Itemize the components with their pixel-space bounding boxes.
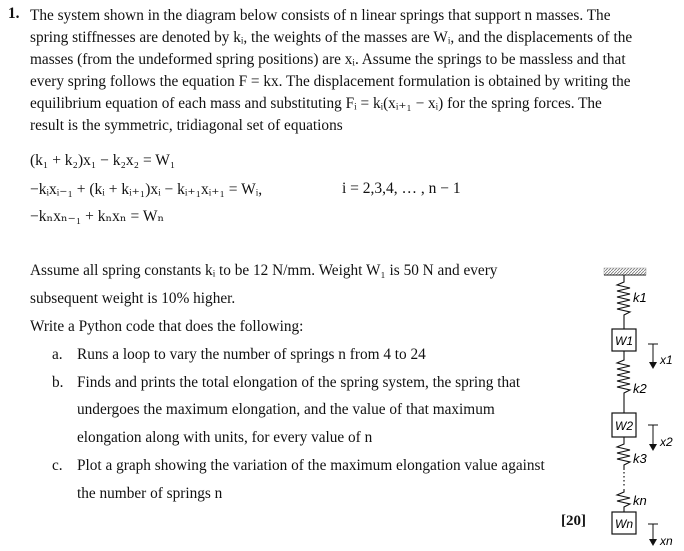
- spring-label-kn: kn: [633, 493, 647, 508]
- task-label-a: a.: [52, 346, 63, 363]
- arrowhead-n-icon: [649, 539, 657, 546]
- spring-n-icon: [617, 489, 630, 512]
- marks-badge: [20]: [561, 513, 586, 529]
- equation-index-range: i = 2,3,4, … , n − 1: [342, 180, 461, 197]
- arrowhead-1-icon: [649, 362, 657, 369]
- intro-line: equilibrium equation of each mass and substituting Fᵢ = kᵢ(xᵢ₊₁ − xᵢ) for the spring forces. The: [30, 95, 602, 112]
- intro-line: result is the symmetric, tridiagonal set of equations: [30, 117, 343, 134]
- task-intro: Write a Python code that does the following:: [30, 318, 304, 335]
- mass-label-wn: Wn: [615, 517, 633, 531]
- task-a-line: Runs a loop to vary the number of springs n from 4 to 24: [77, 346, 426, 363]
- intro-line: The system shown in the diagram below consists of n linear springs that support n masses. The: [30, 7, 611, 24]
- task-label-c: c.: [52, 457, 63, 474]
- mass-label-w1: W1: [615, 334, 633, 348]
- task-b-line: Finds and prints the total elongation of the spring system, the spring that: [77, 374, 521, 391]
- assumption-line: subsequent weight is 10% higher.: [30, 290, 236, 307]
- arrowhead-2-icon: [649, 444, 657, 451]
- task-b-line: undergoes the maximum elongation, and the value of that maximum: [77, 401, 495, 418]
- spring-label-k2: k2: [633, 381, 647, 396]
- displacement-label-x1: x1: [660, 353, 673, 367]
- spring-1-icon: [617, 275, 630, 329]
- intro-line: every spring follows the equation F = kx. The displacement formulation is obtained by writing the: [30, 73, 631, 90]
- spring-2-icon: [617, 351, 630, 413]
- question-intro: [30, 5, 670, 137]
- task-c-line: Plot a graph showing the variation of the maximum elongation value against: [77, 457, 545, 474]
- assumption-line: Assume all spring constants kᵢ to be 12 N/mm. Weight W₁ is 50 N and every: [30, 262, 498, 279]
- ceiling-support: [604, 268, 646, 275]
- intro-line: spring stiffnesses are denoted by kᵢ, the weights of the masses are Wᵢ, and the displacements of the: [30, 29, 633, 46]
- task-label-b: b.: [52, 374, 64, 391]
- equation-last: −kₙxₙ₋₁ + kₙxₙ = Wₙ: [30, 208, 165, 225]
- spring-label-k1: k1: [633, 290, 647, 305]
- equation-general: −kᵢxᵢ₋₁ + (kᵢ + kᵢ₊₁)xᵢ − kᵢ₊₁xᵢ₊₁ = Wᵢ,: [30, 181, 263, 198]
- task-b-line: elongation along with units, for every value of n: [77, 429, 373, 446]
- displacement-label-xn: xn: [660, 534, 673, 548]
- question-number: 1.: [8, 5, 20, 22]
- task-c-line: the number of springs n: [77, 485, 223, 502]
- intro-line: masses (from the undeformed spring positions) are xᵢ. Assume the springs to be massless and that: [30, 51, 626, 68]
- equation-first: (k₁ + k₂)x₁ − k₂x₂ = W₁: [30, 152, 176, 169]
- spring-label-k3: k3: [633, 451, 647, 466]
- mass-label-w2: W2: [615, 419, 633, 433]
- spring-mass-diagram: [596, 262, 684, 551]
- spring-3-icon: [617, 437, 630, 470]
- displacement-label-x2: x2: [660, 435, 673, 449]
